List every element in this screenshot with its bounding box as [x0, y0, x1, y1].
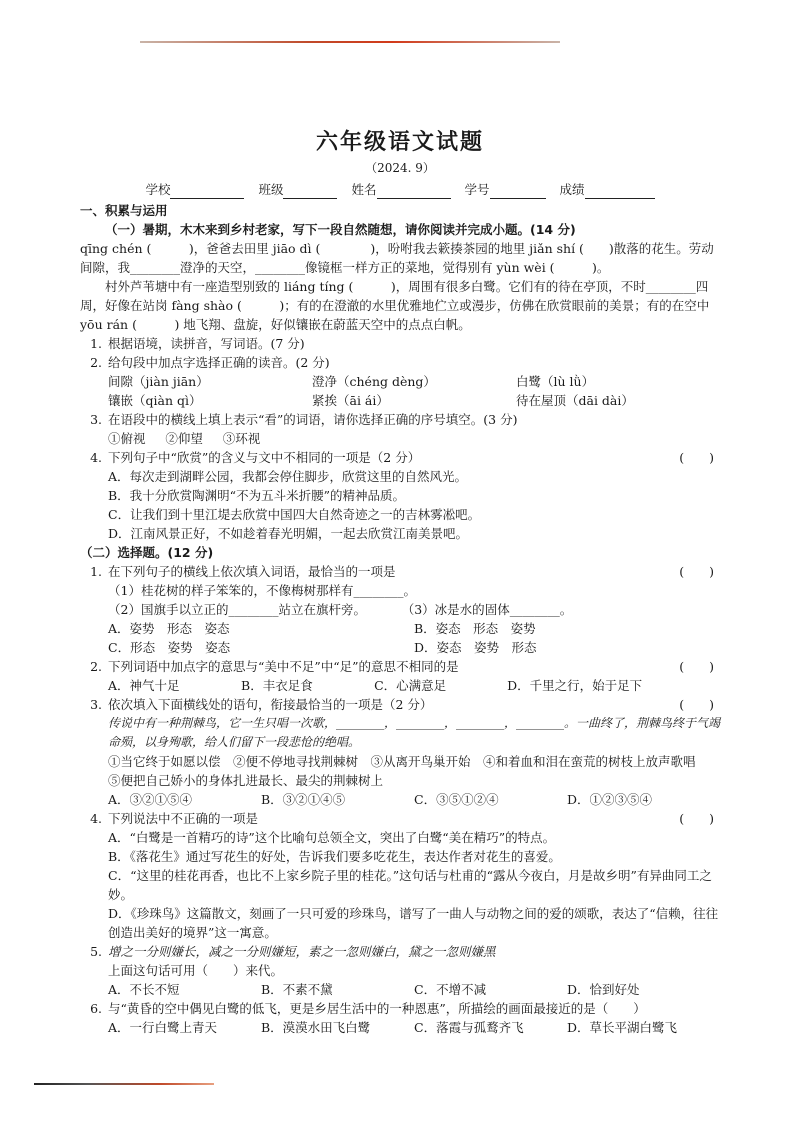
passage-paragraph-2: 村外芦苇塘中有一座造型别致的 liáng tíng ( )，周围有很多白鹭。它们有的待在亭顶，不时________四周，好像在站岗 fàng shào ( )；有的在澄澈的水里优雅地伫立或漫步，仿佛在欣赏眼前的美景；有的在空中 yōu rán ( ) 地飞翔、盘旋，好似镶嵌在蔚蓝天空中的点点白帆。	[80, 279, 710, 332]
sub1-question-1: 1. 根据语境，读拼音，写词语。(7 分)	[90, 336, 305, 351]
q4-option-b: B．我十分欣赏陶渊明“不为五斗米折腰”的精神品质。	[108, 488, 405, 503]
choice-q1-line-1: （1）桂花树的样子笨笨的，不像梅树那样有________。	[108, 583, 416, 598]
q3-options: ①俯视 ②仰望 ③环视	[108, 431, 261, 446]
answer-paren[interactable]: ( )	[679, 564, 714, 579]
answer-paren[interactable]: ( )	[679, 811, 714, 826]
name-field: 姓名	[351, 180, 450, 199]
bottom-decorative-line	[34, 1083, 214, 1085]
page-title: 六年级语文试题	[315, 130, 484, 155]
choice-question-6: 6. 与“黄昏的空中偶见白鹭的低飞，更是乡居生活中的一种恩惠”，所描绘的画面最接近的是（ ）	[90, 1001, 646, 1016]
score-blank[interactable]	[585, 184, 655, 199]
q4-option-c: C．让我们到十里江堤去欣赏中国四大自然奇迹之一的吉林雾凇吧。	[108, 507, 481, 522]
student-id-blank[interactable]	[490, 184, 546, 199]
score-field: 成绩	[560, 180, 655, 199]
choice-question-4: 4. 下列说法中不正确的一项是 ( )	[90, 811, 714, 826]
sub1-heading: （一）暑期，木木来到乡村老家，写下一段自然随想，请你阅读并完成小题。(14 分)	[105, 222, 576, 237]
class-blank[interactable]	[283, 184, 337, 199]
choice-question-2: 2. 下列词语中加点字的意思与“美中不足”中“足”的意思不相同的是 ( )	[90, 659, 714, 674]
student-id-field: 学号	[465, 180, 546, 199]
q2-options-row-1: 间隙（jiàn jiān） 澄净（chéng dèng） 白鹭（lù lǜ）	[108, 374, 595, 389]
class-field: 班级	[258, 180, 337, 199]
choice-q4-option-c: C．“这里的桂花再香，也比不上家乡院子里的桂花。”这句话与杜甫的“露从今夜白，月是故乡明”有异曲同工之妙。	[108, 868, 712, 902]
choice-q5-options: A．不长不短 B．不素不黛 C．不增不减 D．恰到好处	[108, 982, 640, 997]
choice-question-5: 5. 增之一分则嫌长，减之一分则嫌短，素之一忽则嫌白，黛之一忽则嫌黑	[90, 944, 496, 959]
choice-q3-options: A．③②①⑤④ B．③②①④⑤ C．③⑤①②④ D．①②③⑤④	[108, 792, 653, 807]
choice-q3-sentences: ①当它终于如愿以偿 ②便不停地寻找荆棘树 ③从离开鸟巢开始 ④和着血和泪在蛮荒的树枝上放声歌唱 ⑤便把自己娇小的身体扎进最长、最尖的荆棘树上	[108, 754, 709, 788]
q4-option-d: D．江南风景正好，不如趁着春光明媚，一起去欣赏江南美景吧。	[108, 526, 469, 541]
name-blank[interactable]	[377, 184, 451, 199]
student-info-row	[80, 180, 720, 199]
exam-page	[80, 128, 720, 1037]
choice-q4-option-b: B．《落花生》通过写花生的好处，告诉我们要多吃花生，表达作者对花生的喜爱。	[108, 849, 561, 864]
choice-q3-passage: 传说中有一种荆棘鸟，它一生只唱一次歌，________，________，________，________。一曲终了，荆棘鸟终于气竭命殒，以身殉歌，给人们留下一段悲怆的绝唱。	[108, 716, 721, 749]
choice-q5-line: 上面这句话可用（ ）来代。	[108, 963, 284, 978]
choice-question-1: 1. 在下列句子的横线上依次填入词语，最恰当的一项是 ( )	[90, 564, 714, 579]
top-decorative-line	[140, 41, 560, 43]
answer-paren[interactable]: ( )	[679, 450, 714, 465]
q2-options-row-2: 镶嵌（qiàn qì） 紧挨（āi ái） 待在屋顶（dāi dài）	[108, 393, 634, 408]
choice-q2-options: A．神气十足 B．丰衣足食 C．心满意足 D．千里之行，始于足下	[108, 678, 643, 693]
choice-q4-option-d: D．《珍珠鸟》这篇散文，刻画了一只可爱的珍珠鸟，谱写了一曲人与动物之间的爱的颂歌，表达了“信赖，往往创造出美好的境界”这一寓意。	[108, 906, 719, 940]
part1-heading: 一、积累与运用	[80, 203, 168, 218]
school-blank[interactable]	[170, 184, 244, 199]
passage-paragraph-1: qīng chén ( )，爸爸去田里 jiāo dì ( )，吩咐我去簌揍茶园的地里 jiǎn shí ( )散落的花生。劳动间隙，我________澄净的天空，________像镜框一样方正的菜地，觉得别有 yùn wèi ( )。	[80, 241, 714, 275]
choice-q6-options: A．一行白鹭上青天 B．漠漠水田飞白鹭 C．落霞与孤鹜齐飞 D．草长平湖白鹭飞	[108, 1020, 678, 1035]
answer-paren[interactable]: ( )	[679, 659, 714, 674]
exam-date: （2024. 9）	[365, 161, 435, 175]
choice-q1-line-2: （2）国旗手以立正的________站立在旗杆旁。 （3）冰是水的固体________。	[108, 602, 573, 617]
sub1-question-3: 3. 在语段中的横线上填上表示“看”的词语，请你选择正确的序号填空。(3 分)	[90, 412, 518, 427]
choice-q1-options: A．姿势 形态 姿态 B．姿态 形态 姿势 C．形态 姿势 姿态 D．姿态 姿势 形态	[108, 621, 537, 655]
sub2-heading: （二）选择题。(12 分)	[80, 545, 214, 560]
sub1-question-2: 2. 给句段中加点字选择正确的读音。(2 分)	[90, 355, 330, 370]
q4-option-a: A．每次走到湖畔公园，我都会停住脚步，欣赏这里的自然风光。	[108, 469, 468, 484]
school-field: 学校	[145, 180, 244, 199]
choice-question-3: 3. 依次填入下面横线处的语句，衔接最恰当的一项是（2 分） ( )	[90, 697, 714, 712]
choice-q4-option-a: A．“白鹭是一首精巧的诗”这个比喻句总领全文，突出了白鹭“美在精巧”的特点。	[108, 830, 556, 845]
answer-paren[interactable]: ( )	[679, 697, 714, 712]
sub1-question-4: 4. 下列句子中“欣赏”的含义与文中不相同的一项是（2 分） ( )	[90, 450, 714, 465]
